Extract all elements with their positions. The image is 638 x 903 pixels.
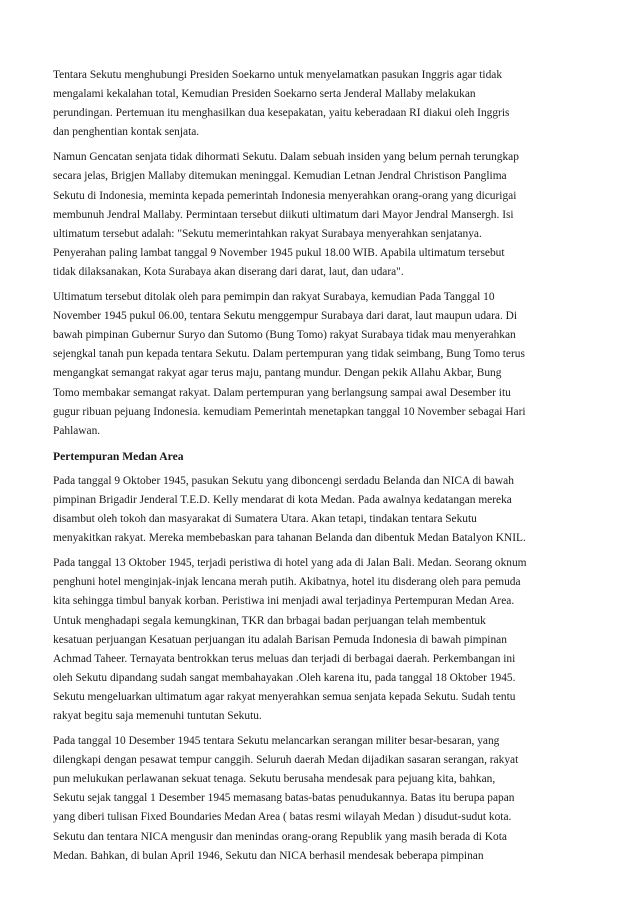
paragraph-surabaya-negotiation — [53, 66, 593, 142]
paragraph-medan-landing — [53, 472, 593, 548]
text-line: yang diberi tulisan Fixed Boundaries Medan Area ( batas resmi wilayah Medan ) disudut-sudut kota. — [53, 811, 512, 824]
text-line: Sekutu mengeluarkan ultimatum agar rakyat menyerahkan semua senjata kepada Sekutu. Sudah tentu — [53, 690, 516, 703]
text-line: Ultimatum tersebut ditolak oleh para pemimpin dan rakyat Surabaya, kemudian Pada Tanggal 10 — [53, 291, 495, 304]
text-line: dilengkapi dengan pesawat tempur canggih. Seluruh daerah Medan dijadikan sasaran serangan, rakyat — [53, 754, 519, 767]
text-line: menyakitkan rakyat. Mereka membebaskan para tahanan Belanda dan dibentuk Medan Batalyon KNIL. — [53, 532, 526, 545]
text-line: Pahlawan. — [53, 424, 101, 437]
text-line: Tomo membakar semangat rakyat. Dalam pertempuran yang berlangsung sampai awal Desember itu — [53, 386, 511, 399]
text-line: Sekutu di Indonesia, meminta kepada pemerintah Indonesia menyerahkan orang-orang yang dicurigai — [53, 189, 517, 202]
text-line: gugur ribuan pejuang Indonesia. kemudiam Pemerintah menetapkan tanggal 10 November sebagai Hari — [53, 405, 526, 418]
text-line: Pada tanggal 13 Oktober 1945, terjadi peristiwa di hotel yang ada di Jalan Bali. Medan. Seorang oknum — [53, 557, 527, 570]
text-line: rakyat begitu saja memenuhi tuntutan Sekutu. — [53, 710, 262, 722]
text-line: disambut oleh tokoh dan masyarakat di Sumatera Utara. Akan tetapi, tindakan tentara Sekutu — [53, 513, 477, 526]
text-line: ultimatum tersebut adalah: "Sekutu memerintahkan rakyat Surabaya menyerahkan senjatanya. — [53, 227, 482, 240]
text-line: sejengkal tanah pun kepada tentara Sekutu. Dalam pertempuran yang tidak seimbang, Bung Tomo terus — [53, 348, 525, 361]
paragraph-ceasefire — [53, 148, 593, 282]
text-line: Pada tanggal 9 Oktober 1945, pasukan Sekutu yang diboncengi serdadu Belanda dan NICA di bawah — [53, 474, 514, 487]
text-line: pun melukukan perlawanan sekuat tenaga. Sekutu berusaha mendesak para pejuang kita, bahkan, — [53, 773, 496, 786]
text-line: Medan. Bahkan, di bulan April 1946, Sekutu dan NICA berhasil mendesak beberapa pimpinan — [53, 849, 484, 862]
text-line: kesatuan perjuangan Kesatuan perjuangan itu adalah Barisan Pemuda Indonesia di bawah pimpinan — [53, 633, 507, 646]
text-line: Tentara Sekutu menghubungi Presiden Soekarno untuk menyelamatkan pasukan Inggris agar tidak — [53, 69, 503, 81]
text-line: mengangkat semangat rakyat agar terus maju, pantang mundur. Dengan pekik Allahu Akbar, Bung — [53, 367, 502, 380]
text-line: secara jelas, Brigjen Mallaby ditemukan meninggal. Kemudian Letnan Jendral Christison Panglima — [53, 170, 507, 183]
text-line: Untuk menghadapi segala kemungkinan, TKR dan brbagai badan perjuangan telah membentuk — [53, 614, 486, 627]
section-heading: Pertempuran Medan Area — [53, 449, 184, 463]
text-line: oleh Sekutu dipandang sudah sangat membahayakan .Oleh karena itu, pada tanggal 18 Oktober 1945. — [53, 671, 516, 684]
text-line: Sekutu sejak tanggal 1 Desember 1945 memasang batas-batas penudukannya. Batas itu berupa papan — [53, 792, 515, 805]
text-line: mengalami kekalahan total, Kemudian Presiden Soekarno serta Jenderal Mallaby melakukan — [53, 88, 476, 101]
text-line: Sekutu dan tentara NICA mengusir dan menindas orang-orang Republik yang masih berada di Kota — [53, 830, 507, 843]
paragraph-hotel-incident — [53, 554, 593, 726]
text-line: tidak dilaksanakan, Kota Surabaya akan diserang dari darat, laut, dan udara". — [53, 265, 404, 278]
text-line: kita sehingga timbul banyak korban. Peristiwa ini menjadi awal terjadinya Pertempuran Medan Area. — [53, 595, 515, 608]
text-line: penghuni hotel menginjak-injak lencana merah putih. Akibatnya, hotel itu disderang oleh para pemuda — [53, 576, 521, 589]
paragraph-december-attack — [53, 732, 593, 866]
text-line: November 1945 pukul 06.00, tentara Sekutu menggempur Surabaya dari darat, laut maupun udara. Di — [53, 310, 518, 323]
document-page — [53, 66, 593, 872]
text-line: pimpinan Brigadir Jenderal T.E.D. Kelly mendarat di kota Medan. Pada awalnya kedatangan mereka — [53, 493, 512, 506]
text-line: membunuh Jendral Mallaby. Permintaan tersebut diikuti ultimatum dari Mayor Jendral Mansergh. Isi — [53, 208, 514, 221]
text-line: Namun Gencatan senjata tidak dihormati Sekutu. Dalam sebuah insiden yang belum pernah terungkap — [53, 151, 519, 164]
paragraph-ultimatum — [53, 288, 593, 441]
text-line: dan penghentian kontak senjata. — [53, 126, 200, 139]
text-line: bawah pimpinan Gubernur Suryo dan Sutomo (Bung Tomo) rakyat Surabaya tidak mau menyerahkan — [53, 329, 516, 342]
text-line: Achmad Taheer. Ternayata bentrokkan terus meluas dan terjadi di berbagai daerah. Perkembangan ini — [53, 652, 516, 665]
text-line: perundingan. Pertemuan itu menghasilkan dua kesepakatan, yaitu keberadaan RI diakui oleh Inggris — [53, 107, 510, 120]
text-line: Penyerahan paling lambat tanggal 9 November 1945 pukul 18.00 WIB. Apabila ultimatum tersebut — [53, 246, 505, 259]
text-line: Pada tanggal 10 Desember 1945 tentara Sekutu melancarkan serangan militer besar-besaran, yang — [53, 735, 500, 748]
